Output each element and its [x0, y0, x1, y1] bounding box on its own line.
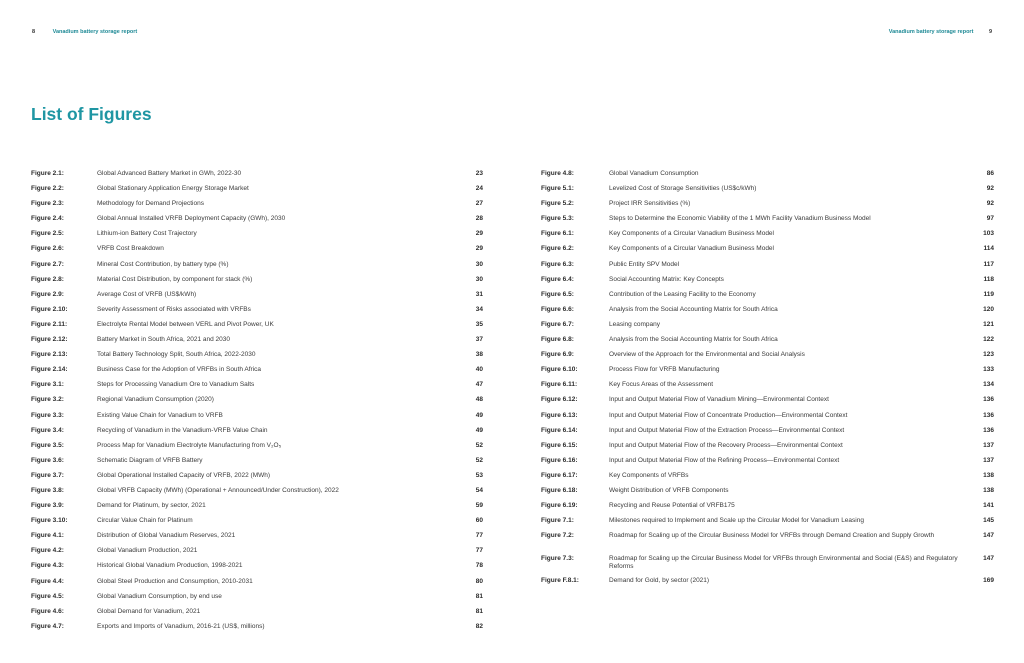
figure-number: Figure 2.6: [31, 245, 64, 253]
figure-page-number: 122 [983, 336, 994, 344]
figure-title: Steps to Determine the Economic Viability of the 1 MWh Facility Vanadium Business Model [609, 215, 871, 223]
figure-entry[interactable] [31, 291, 483, 306]
figure-page-number: 136 [983, 411, 994, 419]
figure-title: Lithium-ion Battery Cost Trajectory [97, 230, 197, 238]
figure-page-number: 103 [983, 230, 994, 238]
figure-page-number: 27 [475, 200, 483, 208]
figure-entry[interactable] [541, 532, 994, 555]
figure-entry[interactable] [541, 336, 994, 351]
figure-number: Figure 6.10: [541, 366, 578, 374]
figure-number: Figure 4.7: [31, 622, 64, 630]
figure-entry[interactable] [541, 321, 994, 336]
figure-title: Severity Assessment of Risks associated with VRFBs [97, 305, 251, 313]
figure-number: Figure 4.1: [31, 532, 64, 540]
figure-entry[interactable] [31, 593, 483, 608]
figure-number: Figure 3.6: [31, 456, 64, 464]
figure-entry[interactable] [541, 230, 994, 245]
figure-number: Figure 6.9: [541, 351, 574, 359]
figure-entry[interactable] [31, 276, 483, 291]
figure-title: Distribution of Global Vanadium Reserves, 2021 [97, 532, 236, 540]
figure-page-number: 77 [475, 547, 483, 555]
figure-number: Figure 2.10: [31, 305, 68, 313]
figure-number: Figure 7.1: [541, 517, 574, 525]
figure-number: Figure 2.13: [31, 351, 68, 359]
figure-page-number: 137 [983, 456, 994, 464]
figure-entry[interactable] [31, 351, 483, 366]
figure-title: Process Map for Vanadium Electrolyte Manufacturing from V₂O₅ [97, 441, 282, 449]
figure-title: Roadmap for Scaling up the Circular Business Model for VRFBs through Environmental and Social (E&S) and Regulatory Reforms [609, 554, 958, 571]
figure-number: Figure 5.2: [541, 200, 574, 208]
figure-title: Global Steel Production and Consumption, 2010-2031 [97, 577, 253, 585]
figure-title: Process Flow for VRFB Manufacturing [609, 366, 720, 374]
figure-page-number: 29 [475, 245, 483, 253]
figure-entry[interactable] [31, 487, 483, 502]
figure-entry[interactable] [31, 562, 483, 577]
figure-number: Figure 6.14: [541, 426, 578, 434]
figure-page-number: 37 [475, 336, 483, 344]
figure-entry[interactable] [541, 366, 994, 381]
figure-title: Exports and Imports of Vanadium, 2016-21 (US$, millions) [97, 622, 265, 630]
figure-title: Key Focus Areas of the Assessment [609, 381, 714, 389]
figure-number: Figure 3.1: [31, 381, 64, 389]
figure-title: Global Operational Installed Capacity of VRFB, 2022 (MWh) [97, 471, 271, 479]
figure-page-number: 54 [475, 486, 483, 494]
figure-number: Figure 3.7: [31, 471, 64, 479]
figure-entry[interactable] [541, 351, 994, 366]
figure-page-number: 49 [475, 426, 483, 434]
figure-title: Milestones required to Implement and Scale up the Circular Model for Vanadium Leasing [609, 517, 864, 525]
right-report-title: Vanadium battery storage report [888, 29, 974, 35]
figure-entry[interactable] [31, 502, 483, 517]
figure-page-number: 133 [983, 366, 994, 374]
figure-title: Mineral Cost Contribution, by battery type (%) [97, 260, 229, 268]
figure-title: Overview of the Approach for the Environmental and Social Analysis [609, 351, 805, 359]
figure-page-number: 49 [475, 411, 483, 419]
figure-number: Figure 2.4: [31, 215, 64, 223]
figure-entry[interactable] [31, 230, 483, 245]
figure-entry[interactable] [31, 381, 483, 396]
figure-page-number: 30 [475, 275, 483, 283]
figure-number: Figure 2.3: [31, 200, 64, 208]
figure-number: Figure 6.17: [541, 471, 578, 479]
figure-entry[interactable] [541, 245, 994, 260]
figure-number: Figure 2.1: [31, 170, 64, 177]
figure-number: Figure 7.3: [541, 554, 574, 562]
figure-number: Figure 6.8: [541, 336, 574, 344]
figure-title: Global Stationary Application Energy Storage Market [97, 185, 249, 193]
figure-number: Figure 2.5: [31, 230, 64, 238]
figure-number: Figure 6.13: [541, 411, 578, 419]
figure-entry[interactable] [541, 170, 994, 185]
figure-title: Steps for Processing Vanadium Ore to Vanadium Salts [97, 381, 255, 389]
figure-page-number: 80 [475, 577, 483, 585]
figure-title: Global VRFB Capacity (MWh) (Operational + Announced/Under Construction), 2022 [97, 486, 339, 494]
figure-page-number: 97 [986, 215, 994, 223]
figure-entry[interactable] [541, 577, 994, 592]
figure-number: Figure 6.2: [541, 245, 574, 253]
figure-entry[interactable] [31, 578, 483, 593]
figure-title: Global Advanced Battery Market in GWh, 2022-30 [97, 170, 242, 177]
figure-entry[interactable] [541, 291, 994, 306]
figure-page-number: 40 [475, 366, 483, 374]
figure-page-number: 137 [983, 441, 994, 449]
figure-title: Global Demand for Vanadium, 2021 [97, 607, 201, 615]
page-title: List of Figures [31, 104, 152, 124]
figure-page-number: 38 [475, 351, 483, 359]
figure-title: Key Components of a Circular Vanadium Business Model [609, 230, 774, 238]
figure-title: Project IRR Sensitivities (%) [609, 200, 691, 208]
figure-page-number: 77 [475, 532, 483, 540]
figure-title: Public Entity SPV Model [609, 260, 680, 268]
figure-number: Figure 4.4: [31, 577, 64, 585]
figure-page-number: 35 [475, 320, 483, 328]
figure-number: Figure 4.3: [31, 562, 64, 570]
figure-entry[interactable] [31, 442, 483, 457]
figure-entry[interactable] [31, 261, 483, 276]
figure-page-number: 34 [475, 305, 483, 313]
figure-number: Figure 6.6: [541, 305, 574, 313]
figure-number: Figure 6.19: [541, 502, 578, 510]
figure-page-number: 60 [475, 517, 483, 525]
figure-page-number: 138 [983, 471, 994, 479]
figure-page-number: 92 [986, 200, 994, 208]
figure-number: Figure 4.2: [31, 547, 64, 555]
figure-page-number: 147 [983, 532, 994, 540]
figure-entry[interactable] [31, 185, 483, 200]
figure-entry[interactable] [541, 276, 994, 291]
figure-number: Figure 4.5: [31, 592, 64, 600]
figure-title: Business Case for the Adoption of VRFBs in South Africa [97, 366, 262, 374]
figure-page-number: 30 [475, 260, 483, 268]
figure-number: Figure 5.3: [541, 215, 574, 223]
figure-entry[interactable] [31, 412, 483, 427]
figure-number: Figure 4.6: [31, 607, 64, 615]
figure-page-number: 31 [475, 290, 483, 298]
figure-page-number: 23 [475, 170, 483, 177]
left-page-number: 8 [32, 29, 36, 35]
figure-entry[interactable] [31, 170, 483, 185]
figure-title: Input and Output Material Flow of the Refining Process—Environmental Context [609, 456, 840, 464]
figure-number: Figure 2.2: [31, 185, 64, 193]
figure-entry[interactable] [541, 555, 994, 578]
figure-page-number: 169 [983, 577, 994, 585]
figure-title: Leasing company [609, 320, 660, 328]
figure-title: Battery Market in South Africa, 2021 and 2030 [97, 336, 230, 344]
figure-number: Figure 3.3: [31, 411, 64, 419]
figure-page-number: 81 [475, 592, 483, 600]
figure-entry[interactable] [541, 487, 994, 502]
figure-title: Recycling and Reuse Potential of VRFB175 [609, 502, 735, 510]
left-running-header [32, 29, 137, 35]
figure-number: Figure 6.1: [541, 230, 574, 238]
figure-title: Demand for Platinum, by sector, 2021 [97, 502, 206, 510]
figure-list-left [31, 170, 483, 638]
figure-page-number: 82 [475, 622, 483, 630]
figure-page-number: 121 [983, 320, 994, 328]
figure-title: Global Annual Installed VRFB Deployment Capacity (GWh), 2030 [97, 215, 286, 223]
figure-number: Figure 3.10: [31, 517, 68, 525]
figure-entry[interactable] [31, 517, 483, 532]
figure-title: Existing Value Chain for Vanadium to VRFB [97, 411, 223, 419]
figure-title: Regional Vanadium Consumption (2020) [97, 396, 214, 404]
figure-title: Input and Output Material Flow of the Recovery Process—Environmental Context [609, 441, 843, 449]
figure-title: Material Cost Distribution, by component for stack (%) [97, 275, 253, 283]
figure-title: Levelized Cost of Storage Sensitivities (US$c/kWh) [609, 185, 757, 193]
figure-page-number: 52 [475, 456, 483, 464]
figure-entry[interactable] [31, 215, 483, 230]
figure-page-number: 81 [475, 607, 483, 615]
figure-number: Figure 6.18: [541, 486, 578, 494]
figure-page-number: 120 [983, 305, 994, 313]
figure-title: Electrolyte Rental Model between VERL and Pivot Power, UK [97, 320, 274, 328]
figure-page-number: 28 [475, 215, 483, 223]
figure-page-number: 123 [983, 351, 994, 359]
figure-number: Figure 2.8: [31, 275, 64, 283]
figure-title: Social Accounting Matrix: Key Concepts [609, 275, 724, 283]
figure-entry[interactable] [541, 412, 994, 427]
figure-number: Figure 6.5: [541, 290, 574, 298]
figure-entry[interactable] [31, 623, 483, 638]
figure-page-number: 53 [475, 471, 483, 479]
figure-title: Key Components of VRFBs [609, 471, 689, 479]
figure-page-number: 86 [986, 170, 994, 177]
figure-page-number: 92 [986, 185, 994, 193]
figure-page-number: 145 [983, 517, 994, 525]
figure-page-number: 47 [475, 381, 483, 389]
figure-title: Recycling of Vanadium in the Vanadium-VRFB Value Chain [97, 426, 268, 434]
figure-title: Key Components of a Circular Vanadium Business Model [609, 245, 774, 253]
figure-entry[interactable] [31, 472, 483, 487]
figure-title: Input and Output Material Flow of Vanadium Mining—Environmental Context [609, 396, 829, 404]
figure-title: Weight Distribution of VRFB Components [609, 486, 729, 494]
figure-number: Figure 7.2: [541, 532, 574, 540]
figure-entry[interactable] [541, 215, 994, 230]
figure-number: Figure 6.16: [541, 456, 578, 464]
figure-title: Circular Value Chain for Platinum [97, 517, 193, 525]
figure-number: Figure 6.15: [541, 441, 578, 449]
figure-number: Figure 3.4: [31, 426, 64, 434]
figure-title: Demand for Gold, by sector (2021) [609, 577, 710, 585]
figure-number: Figure 3.2: [31, 396, 64, 404]
figure-entry[interactable] [31, 608, 483, 623]
figure-page-number: 52 [475, 441, 483, 449]
figure-page-number: 136 [983, 426, 994, 434]
left-report-title: Vanadium battery storage report [52, 29, 138, 35]
figure-title: Global Vanadium Production, 2021 [97, 547, 198, 555]
figure-title: Schematic Diagram of VRFB Battery [97, 456, 203, 464]
figure-title: Analysis from the Social Accounting Matrix for South Africa [609, 305, 778, 313]
figure-page-number: 119 [983, 290, 994, 298]
figure-number: Figure 2.11: [31, 320, 68, 328]
figure-number: Figure 2.12: [31, 336, 68, 344]
figure-title: Average Cost of VRFB (US$/kWh) [97, 290, 197, 298]
figure-entry[interactable] [541, 185, 994, 200]
figure-entry[interactable] [541, 396, 994, 411]
right-running-header [889, 29, 992, 35]
figure-entry[interactable] [31, 321, 483, 336]
figure-number: Figure 6.11: [541, 381, 578, 389]
figure-title: Global Vanadium Consumption, by end use [97, 592, 222, 600]
figure-entry[interactable] [31, 427, 483, 442]
figure-number: Figure 2.7: [31, 260, 64, 268]
figure-entry[interactable] [31, 200, 483, 215]
figure-title: Global Vanadium Consumption [609, 170, 699, 177]
figure-number: Figure 4.8: [541, 170, 574, 177]
figure-entry[interactable] [31, 396, 483, 411]
figure-number: Figure 6.3: [541, 260, 574, 268]
right-page-number: 9 [988, 29, 992, 35]
figure-entry[interactable] [541, 502, 994, 517]
figure-number: Figure 2.9: [31, 290, 64, 298]
figure-entry[interactable] [541, 306, 994, 321]
figure-list-right [541, 170, 994, 592]
figure-number: Figure 6.7: [541, 320, 574, 328]
figure-entry[interactable] [541, 472, 994, 487]
figure-entry[interactable] [541, 200, 994, 215]
figure-number: Figure 3.9: [31, 502, 64, 510]
figure-entry[interactable] [541, 517, 994, 532]
figure-entry[interactable] [541, 261, 994, 276]
figure-page-number: 24 [475, 185, 483, 193]
figure-number: Figure 3.5: [31, 441, 64, 449]
figure-page-number: 134 [983, 381, 994, 389]
figure-page-number: 147 [983, 554, 994, 562]
figure-title: Historical Global Vanadium Production, 1998-2021 [97, 562, 243, 570]
figure-title: Analysis from the Social Accounting Matrix for South Africa [609, 336, 778, 344]
figure-entry[interactable] [541, 381, 994, 396]
figure-page-number: 138 [983, 486, 994, 494]
figure-entry[interactable] [541, 442, 994, 457]
figure-entry[interactable] [541, 457, 994, 472]
figure-number: Figure F.8.1: [541, 577, 579, 585]
figure-page-number: 78 [475, 562, 483, 570]
figure-title: VRFB Cost Breakdown [97, 245, 164, 253]
figure-page-number: 114 [983, 245, 994, 253]
figure-title: Roadmap for Scaling up of the Circular Business Model for VRFBs through Demand Creation and Supply Growth [609, 532, 935, 540]
figure-number: Figure 2.14: [31, 366, 68, 374]
figure-number: Figure 6.4: [541, 275, 574, 283]
figure-title: Contribution of the Leasing Facility to the Economy [609, 290, 756, 298]
figure-entry[interactable] [31, 366, 483, 381]
figure-page-number: 117 [983, 260, 994, 268]
figure-number: Figure 5.1: [541, 185, 574, 193]
figure-page-number: 118 [983, 275, 994, 283]
figure-title: Input and Output Material Flow of the Extraction Process—Environmental Context [609, 426, 845, 434]
figure-entry[interactable] [541, 427, 994, 442]
figure-title: Total Battery Technology Split, South Africa, 2022-2030 [97, 351, 256, 359]
figure-number: Figure 6.12: [541, 396, 578, 404]
figure-entry[interactable] [31, 532, 483, 547]
figure-entry[interactable] [31, 306, 483, 321]
figure-page-number: 141 [983, 502, 994, 510]
figure-title: Methodology for Demand Projections [97, 200, 204, 208]
figure-entry[interactable] [31, 336, 483, 351]
figure-title: Input and Output Material Flow of Concentrate Production—Environmental Context [609, 411, 848, 419]
figure-entry[interactable] [31, 457, 483, 472]
figure-entry[interactable] [31, 547, 483, 562]
figure-page-number: 136 [983, 396, 994, 404]
figure-number: Figure 3.8: [31, 486, 64, 494]
figure-page-number: 59 [475, 502, 483, 510]
figure-page-number: 29 [475, 230, 483, 238]
figure-entry[interactable] [31, 245, 483, 260]
figure-page-number: 48 [475, 396, 483, 404]
